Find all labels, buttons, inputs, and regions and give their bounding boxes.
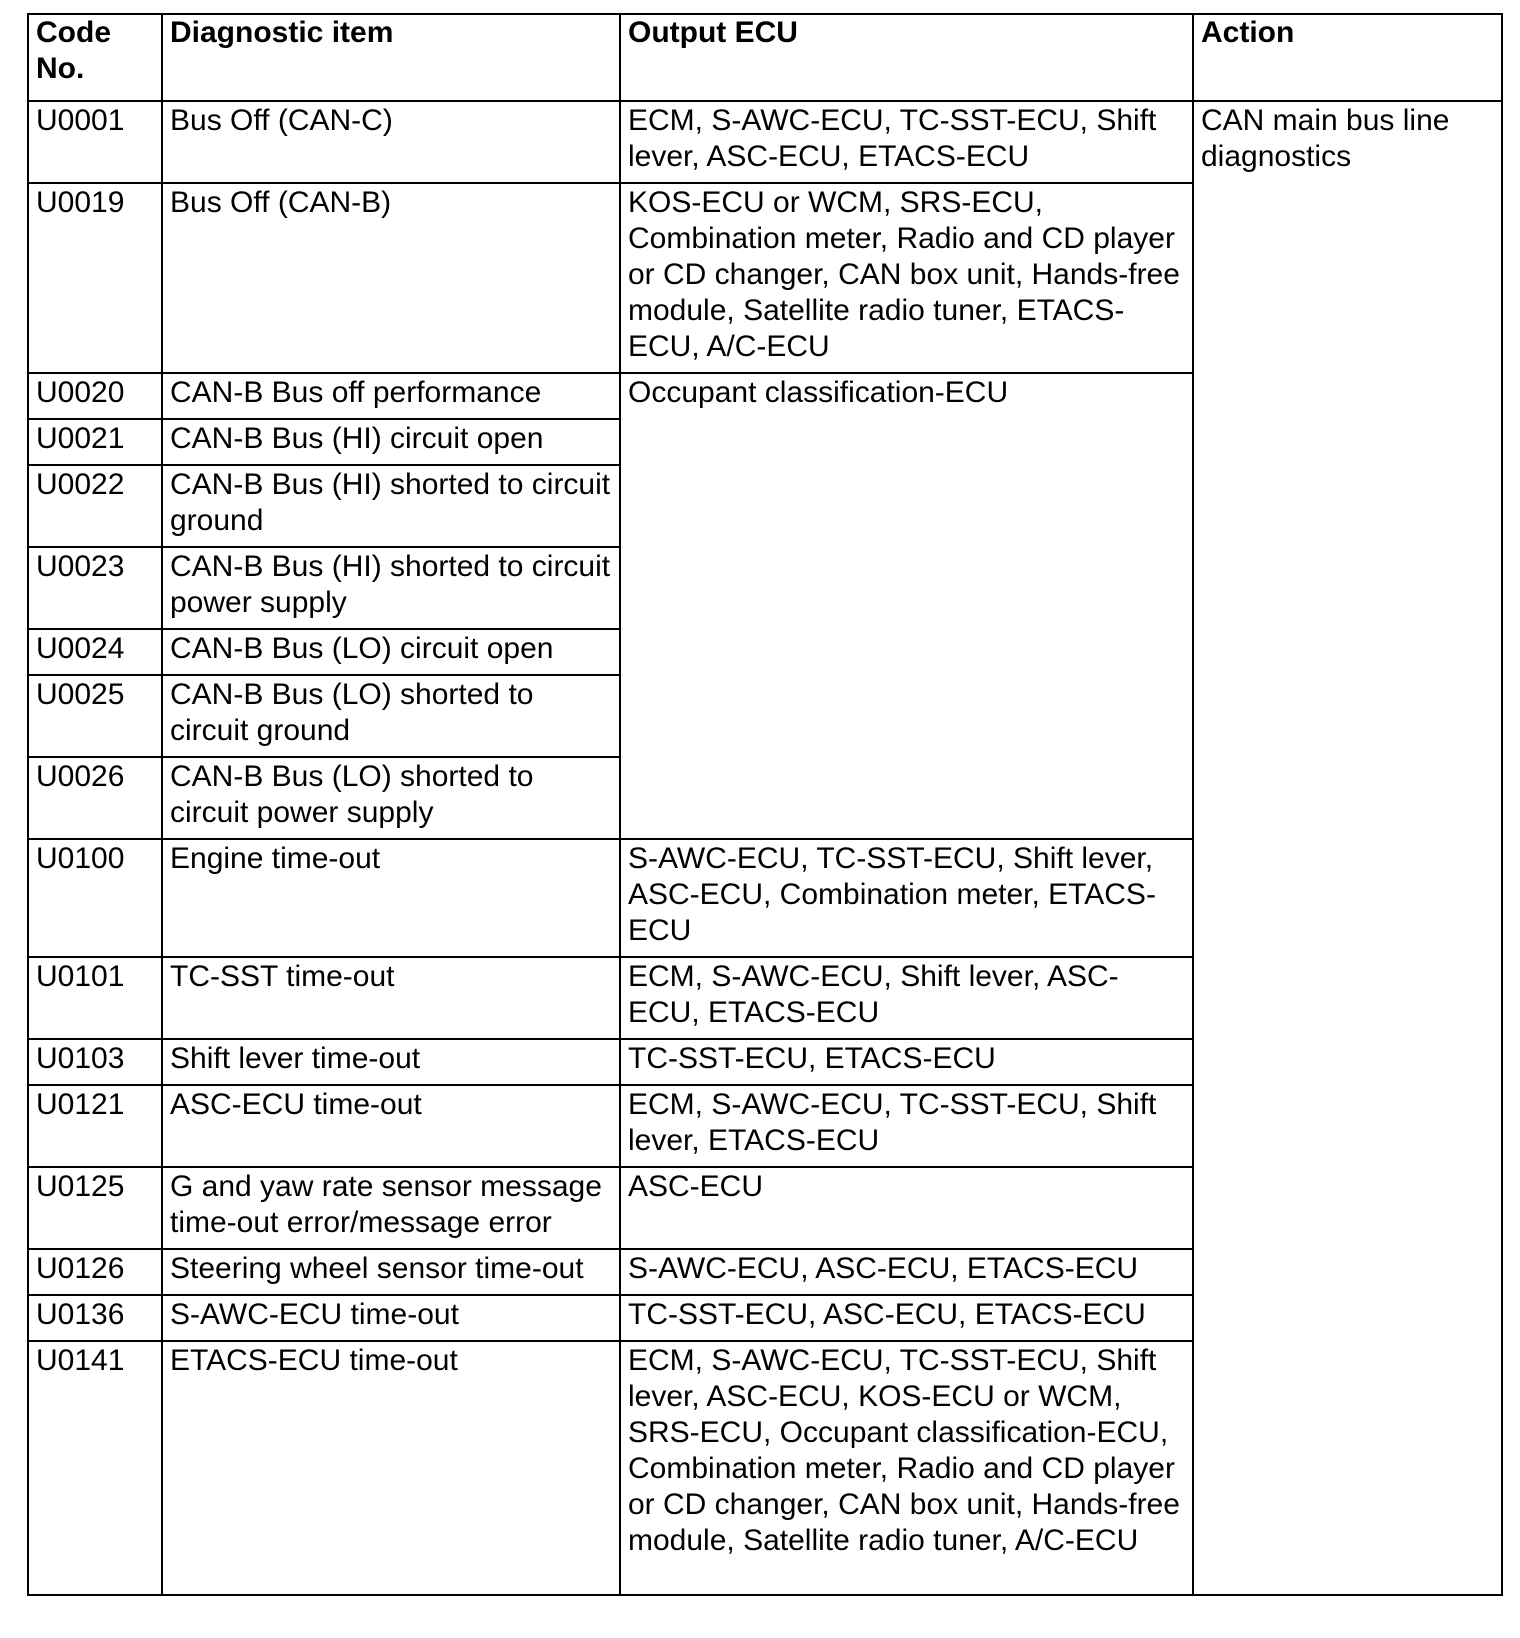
output-ecu-cell: KOS-ECU or WCM, SRS-ECU, Combination meter, Radio and CD player or CD changer, CAN box unit, Hands-free module, Satellite radio tuner, ETACS-ECU, A/C-ECU — [620, 183, 1193, 373]
code-cell: U0141 — [28, 1341, 162, 1595]
code-cell: U0019 — [28, 183, 162, 373]
action-text: CAN main bus line diagnostics — [1201, 104, 1450, 173]
output-ecu-cell: ASC-ECU — [620, 1167, 1193, 1249]
header-diagnostic-item: Diagnostic item — [162, 14, 620, 101]
code-cell: U0024 — [28, 629, 162, 675]
diagnostic-item-cell: Bus Off (CAN-B) — [162, 183, 620, 373]
output-ecu-cell: ECM, S-AWC-ECU, TC-SST-ECU, Shift lever, ETACS-ECU — [620, 1085, 1193, 1167]
output-ecu-cell: S-AWC-ECU, ASC-ECU, ETACS-ECU — [620, 1249, 1193, 1295]
diagnostic-item-cell: ETACS-ECU time-out — [162, 1341, 620, 1595]
diagnostic-item-cell: CAN-B Bus off performance — [162, 373, 620, 419]
code-cell: U0100 — [28, 839, 162, 957]
diagnostic-item-cell: ASC-ECU time-out — [162, 1085, 620, 1167]
code-cell: U0020 — [28, 373, 162, 419]
header-output-ecu: Output ECU — [620, 14, 1193, 101]
diagnostic-item-cell: CAN-B Bus (HI) shorted to circuit ground — [162, 465, 620, 547]
diagnostic-item-cell: CAN-B Bus (HI) circuit open — [162, 419, 620, 465]
header-code: Code No. — [28, 14, 162, 101]
diagnostic-item-cell: TC-SST time-out — [162, 957, 620, 1039]
code-cell: U0022 — [28, 465, 162, 547]
diagnostic-item-cell: CAN-B Bus (LO) circuit open — [162, 629, 620, 675]
header-action: Action — [1193, 14, 1502, 101]
diagnostic-item-cell: Shift lever time-out — [162, 1039, 620, 1085]
code-cell: U0121 — [28, 1085, 162, 1167]
code-cell: U0103 — [28, 1039, 162, 1085]
code-cell: U0136 — [28, 1295, 162, 1341]
diagnostic-item-cell: G and yaw rate sensor message time-out error/message error — [162, 1167, 620, 1249]
output-ecu-cell: TC-SST-ECU, ASC-ECU, ETACS-ECU — [620, 1295, 1193, 1341]
code-cell: U0025 — [28, 675, 162, 757]
output-ecu-cell: Occupant classification-ECU — [620, 373, 1193, 839]
output-ecu-cell: ECM, S-AWC-ECU, Shift lever, ASC-ECU, ETACS-ECU — [620, 957, 1193, 1039]
diagnostic-code-table — [27, 13, 1503, 1596]
diagnostic-item-cell: CAN-B Bus (LO) shorted to circuit ground — [162, 675, 620, 757]
diagnostic-item-cell: Steering wheel sensor time-out — [162, 1249, 620, 1295]
code-cell: U0126 — [28, 1249, 162, 1295]
diagnostic-item-cell: CAN-B Bus (LO) shorted to circuit power supply — [162, 757, 620, 839]
code-cell: U0125 — [28, 1167, 162, 1249]
code-cell: U0023 — [28, 547, 162, 629]
code-cell: U0001 — [28, 101, 162, 183]
action-cell — [1193, 101, 1502, 1595]
table-header-row — [28, 14, 1502, 101]
diagnostic-item-cell: S-AWC-ECU time-out — [162, 1295, 620, 1341]
output-ecu-cell: TC-SST-ECU, ETACS-ECU — [620, 1039, 1193, 1085]
diagnostic-item-cell: CAN-B Bus (HI) shorted to circuit power supply — [162, 547, 620, 629]
code-cell: U0021 — [28, 419, 162, 465]
diagnostic-item-cell: Bus Off (CAN-C) — [162, 101, 620, 183]
code-cell: U0101 — [28, 957, 162, 1039]
output-ecu-cell: S-AWC-ECU, TC-SST-ECU, Shift lever, ASC-ECU, Combination meter, ETACS-ECU — [620, 839, 1193, 957]
output-ecu-cell: ECM, S-AWC-ECU, TC-SST-ECU, Shift lever, ASC-ECU, ETACS-ECU — [620, 101, 1193, 183]
table-row — [28, 101, 1502, 183]
diagnostic-item-cell: Engine time-out — [162, 839, 620, 957]
output-ecu-cell: ECM, S-AWC-ECU, TC-SST-ECU, Shift lever, ASC-ECU, KOS-ECU or WCM, SRS-ECU, Occupant classification-ECU, Combination meter, Radio and CD player or CD changer, CAN box unit, Hands-free module, Satellite radio tuner, A/C-ECU — [620, 1341, 1193, 1595]
code-cell: U0026 — [28, 757, 162, 839]
